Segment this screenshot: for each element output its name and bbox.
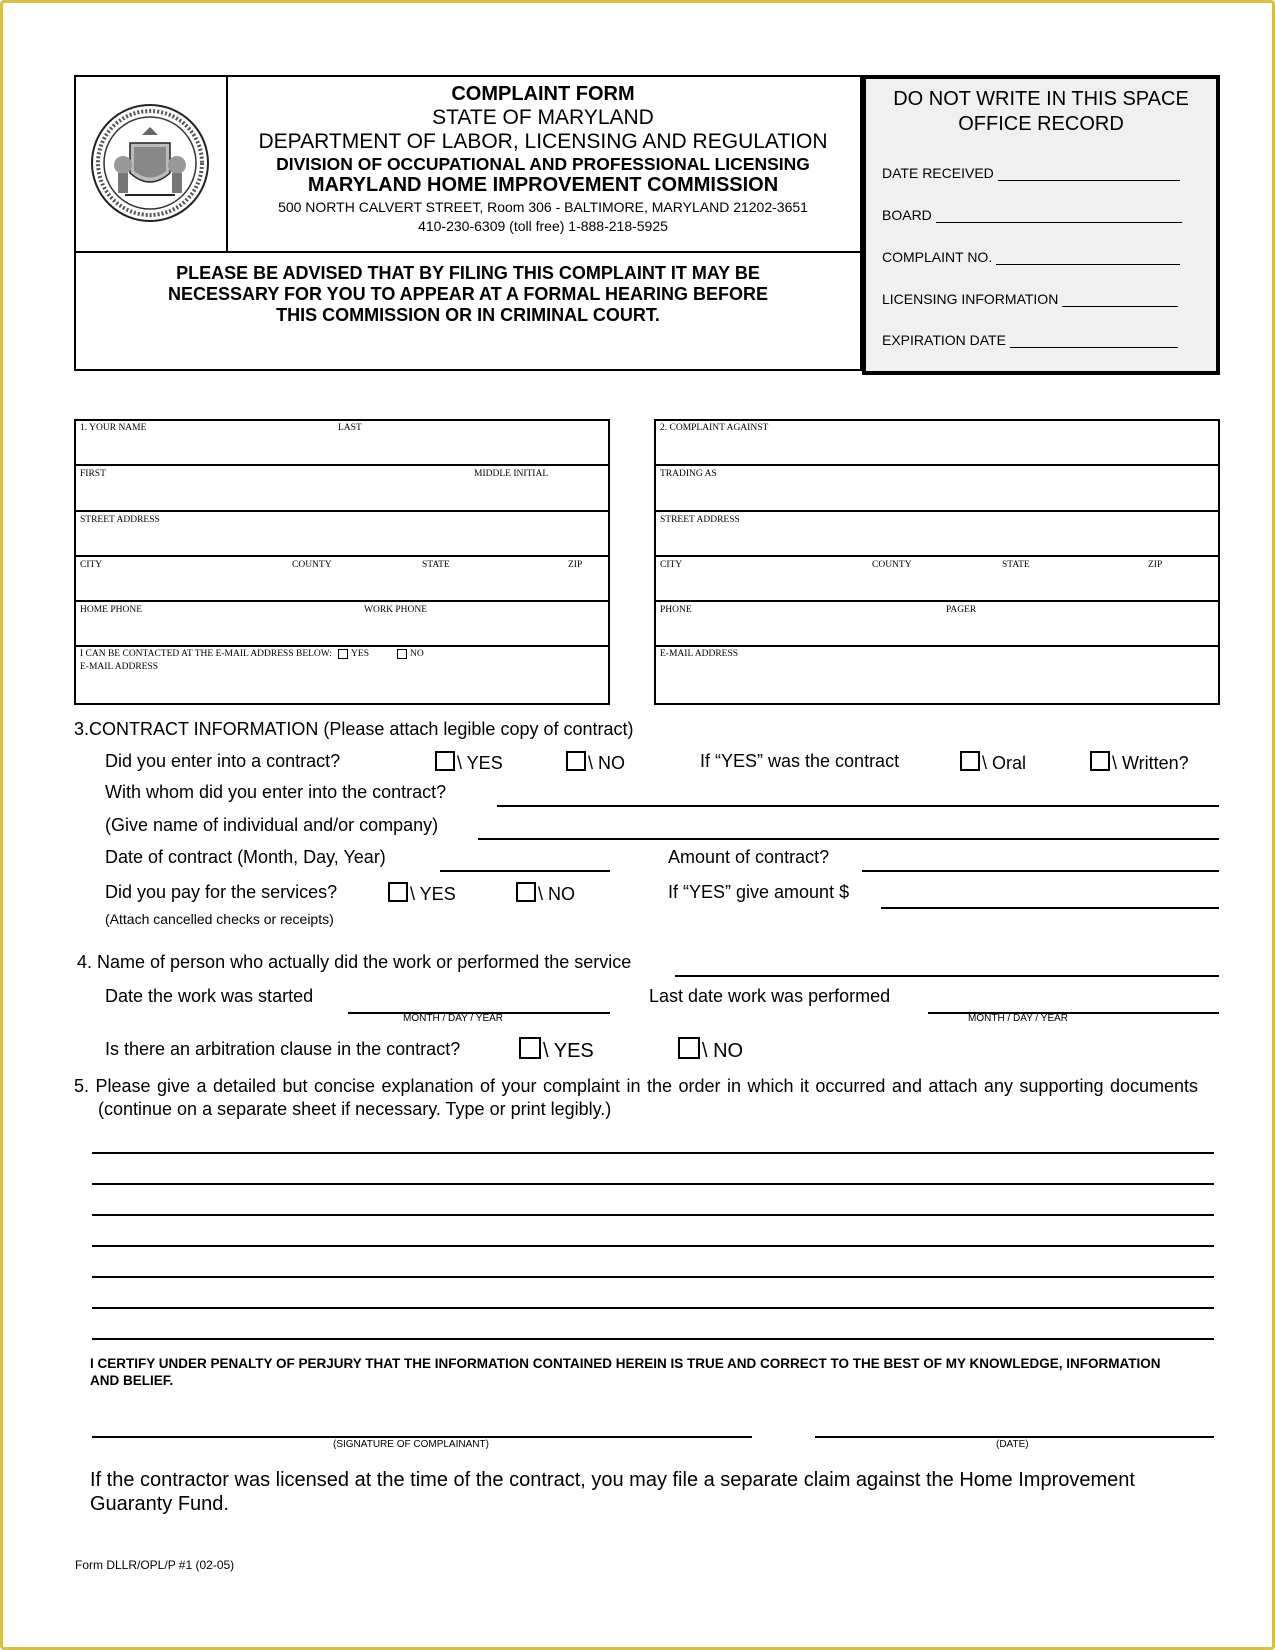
against-street-label: STREET ADDRESS [660,515,740,525]
advisory-notice [76,263,860,326]
complainant-box [74,419,610,705]
first-label: FIRST [80,469,106,479]
date-contract-field[interactable] [440,870,610,872]
city-row[interactable] [76,557,608,602]
work-phone-label: WORK PHONE [364,605,428,615]
header-box [74,75,862,371]
pay-no-option[interactable] [516,882,575,905]
your-name-label: 1. YOUR NAME [80,423,147,433]
phone-row[interactable] [76,602,608,647]
complaint-no-label: COMPLAINT NO. [882,249,993,265]
seal-cell [76,77,228,251]
amount-label: Amount of contract? [668,847,830,867]
email-row[interactable] [76,647,608,705]
contract-heading: 3.CONTRACT INFORMATION (Please attach legible copy of contract) [74,719,634,739]
oral-label: \ Oral [982,753,1027,773]
office-complaint-no [882,249,1180,265]
worker-heading: 4. Name of person who actually did the work or performed the service [77,952,632,972]
last-label: LAST [338,423,362,433]
street-row[interactable] [76,512,608,557]
pay-no-label: \ NO [538,884,576,904]
written-checkbox[interactable] [1090,751,1110,771]
header-divider [76,251,860,253]
office-licensing [882,291,1178,307]
form-id: Form DLLR/OPL/P #1 (02-05) [75,1558,235,1572]
written-option[interactable] [1090,751,1189,774]
paid-amount-field[interactable] [881,907,1219,909]
address-line: 500 NORTH CALVERT STREET, Room 306 - BALTIMORE, MARYLAND 21202-3651 [278,199,808,216]
pay-yes-option[interactable] [388,882,456,905]
against-street-row[interactable] [656,512,1218,557]
last-date-label: Last date work was performed [649,986,891,1006]
arbitration-no-option[interactable] [678,1037,743,1063]
give-name-field[interactable] [478,838,1219,840]
office-title-line2: OFFICE RECORD [958,113,1124,135]
trading-label: TRADING AS [660,469,717,479]
name-last-row[interactable] [76,421,608,466]
worker-field[interactable] [675,975,1219,977]
signature-label: (SIGNATURE OF COMPLAINANT) [333,1439,489,1450]
date-received-label: DATE RECEIVED [882,165,994,181]
attach-note: (Attach cancelled checks or receipts) [105,911,334,927]
pay-yes-label: \ YES [410,884,456,904]
pay-no-checkbox[interactable] [516,882,536,902]
board-field[interactable] [936,208,1182,223]
email-no-label: NO [410,649,424,660]
email-no-checkbox[interactable] [397,649,407,659]
name-first-row[interactable] [76,466,608,512]
office-title [866,87,1216,137]
against-county-label: COUNTY [872,560,912,570]
division-name: DIVISION OF OCCUPATIONAL AND PROFESSIONAL LICENSING [276,154,810,175]
email-yes-label: YES [351,649,369,660]
against-label: 2. COMPLAINT AGAINST [660,423,769,433]
signature-date-label: (DATE) [996,1439,1029,1450]
street-label: STREET ADDRESS [80,515,160,525]
contract-no-label: \ NO [588,753,626,773]
office-record-box [862,75,1220,375]
office-expiration [882,332,1178,348]
contract-no-option[interactable] [566,751,625,774]
against-email-row[interactable] [656,647,1218,705]
complaint-no-field[interactable] [996,250,1180,265]
with-whom-field[interactable] [497,805,1219,807]
if-yes-amount-label: If “YES” give amount $ [668,882,850,902]
explanation-line-1[interactable] [92,1152,1214,1154]
commission-name: MARYLAND HOME IMPROVEMENT COMMISSION [307,174,779,197]
arbitration-yes-checkbox[interactable] [519,1037,541,1059]
against-email-label: E-MAIL ADDRESS [660,649,739,659]
q-pay-label: Did you pay for the services? [105,882,338,902]
licensing-label: LICENSING INFORMATION [882,291,1059,307]
office-title-line1: DO NOT WRITE IN THIS SPACE [893,88,1189,110]
against-city-row[interactable] [656,557,1218,602]
explanation-line-5[interactable] [92,1276,1214,1278]
header-text [228,83,858,234]
office-date-received [882,165,1180,181]
give-name-label: (Give name of individual and/or company) [105,815,439,835]
contract-yes-option[interactable] [435,751,503,774]
pager-label: PAGER [946,605,977,615]
home-phone-label: HOME PHONE [80,605,143,615]
office-board [882,207,1182,223]
explanation-line-7[interactable] [92,1338,1214,1340]
against-phone-label: PHONE [660,605,692,615]
contact-email-label: I CAN BE CONTACTED AT THE E-MAIL ADDRESS BELOW: [80,649,333,660]
zip-label: ZIP [568,560,583,570]
against-state-label: STATE [1002,560,1030,570]
contract-no-checkbox[interactable] [566,751,586,771]
form-title: COMPLAINT FORM [451,83,635,105]
advisory-text: PLEASE BE ADVISED THAT BY FILING THIS COMPLAINT IT MAY BE NECESSARY FOR YOU TO APPEAR AT A FORMAL HEARING BEFORE THIS COMMISSION OR IN CRIMINAL COURT. [167,263,769,325]
city-label: CITY [80,560,103,570]
explanation-line-2[interactable] [92,1183,1214,1185]
expiration-field[interactable] [1010,333,1178,348]
against-row[interactable] [656,421,1218,466]
explanation-instructions [74,1075,1198,1121]
email-label: E-MAIL ADDRESS [80,662,159,672]
county-label: COUNTY [292,560,332,570]
signature-date-field[interactable] [815,1436,1214,1438]
arbitration-yes-option[interactable] [519,1037,594,1063]
phone-line: 410-230-6309 (toll free) 1-888-218-5925 [418,217,668,234]
written-label: \ Written? [1112,753,1189,773]
against-zip-label: ZIP [1148,560,1163,570]
oral-checkbox[interactable] [960,751,980,771]
arbitration-no-checkbox[interactable] [678,1037,700,1059]
trading-row[interactable] [656,466,1218,512]
board-label: BOARD [882,207,932,223]
against-phone-row[interactable] [656,602,1218,647]
explanation-line-3[interactable] [92,1214,1214,1216]
last-date-mdy: MONTH / DAY / YEAR [968,1013,1069,1024]
date-started-label: Date the work was started [105,986,314,1006]
certification-statement: I CERTIFY UNDER PENALTY OF PERJURY THAT THE INFORMATION CONTAINED HEREIN IS TRUE AND CORRECT TO THE BEST OF MY KNOWLEDGE, INFORMATION AND BELIEF. [90,1356,1161,1388]
explanation-line-4[interactable] [92,1245,1214,1247]
against-city-label: CITY [660,560,683,570]
date-started-mdy: MONTH / DAY / YEAR [403,1013,504,1024]
email-yes-checkbox[interactable] [338,649,348,659]
with-whom-label: With whom did you enter into the contract? [105,782,447,802]
date-contract-label: Date of contract (Month, Day, Year) [105,847,386,867]
contract-yes-label: \ YES [457,753,503,773]
department-name: DEPARTMENT OF LABOR, LICENSING AND REGULATION [258,130,828,154]
complaint-against-box [654,419,1220,705]
arbitration-label: Is there an arbitration clause in the contract? [105,1039,461,1059]
q-contract-label: Did you enter into a contract? [105,751,341,771]
arbitration-yes-label: \ YES [543,1040,594,1062]
licensing-field[interactable] [1062,292,1178,307]
contact-email-line [80,649,424,659]
oral-option[interactable] [960,751,1026,774]
pay-yes-checkbox[interactable] [388,882,408,902]
signature-field[interactable] [92,1436,752,1438]
if-yes-contract-label: If “YES” was the contract [700,751,900,771]
amount-field[interactable] [862,870,1219,872]
state-seal-icon [90,103,210,223]
arbitration-no-label: \ NO [702,1040,744,1062]
explanation-text: 5. Please give a detailed but concise explanation of your complaint in the order in which it occurred and attach any supporting documents (continue on a separate sheet if necessary. Type or print legibly.) [74,1076,1198,1119]
middle-initial-label: MIDDLE INITIAL [474,469,549,479]
expiration-label: EXPIRATION DATE [882,332,1006,348]
date-received-field[interactable] [998,166,1180,181]
state-name: STATE OF MARYLAND [432,106,654,129]
state-label: STATE [422,560,450,570]
guaranty-note: If the contractor was licensed at the time of the contract, you may file a separate claim against the Home Improvement Guaranty Fund. [90,1469,1135,1515]
explanation-line-6[interactable] [92,1307,1214,1309]
contract-yes-checkbox[interactable] [435,751,455,771]
